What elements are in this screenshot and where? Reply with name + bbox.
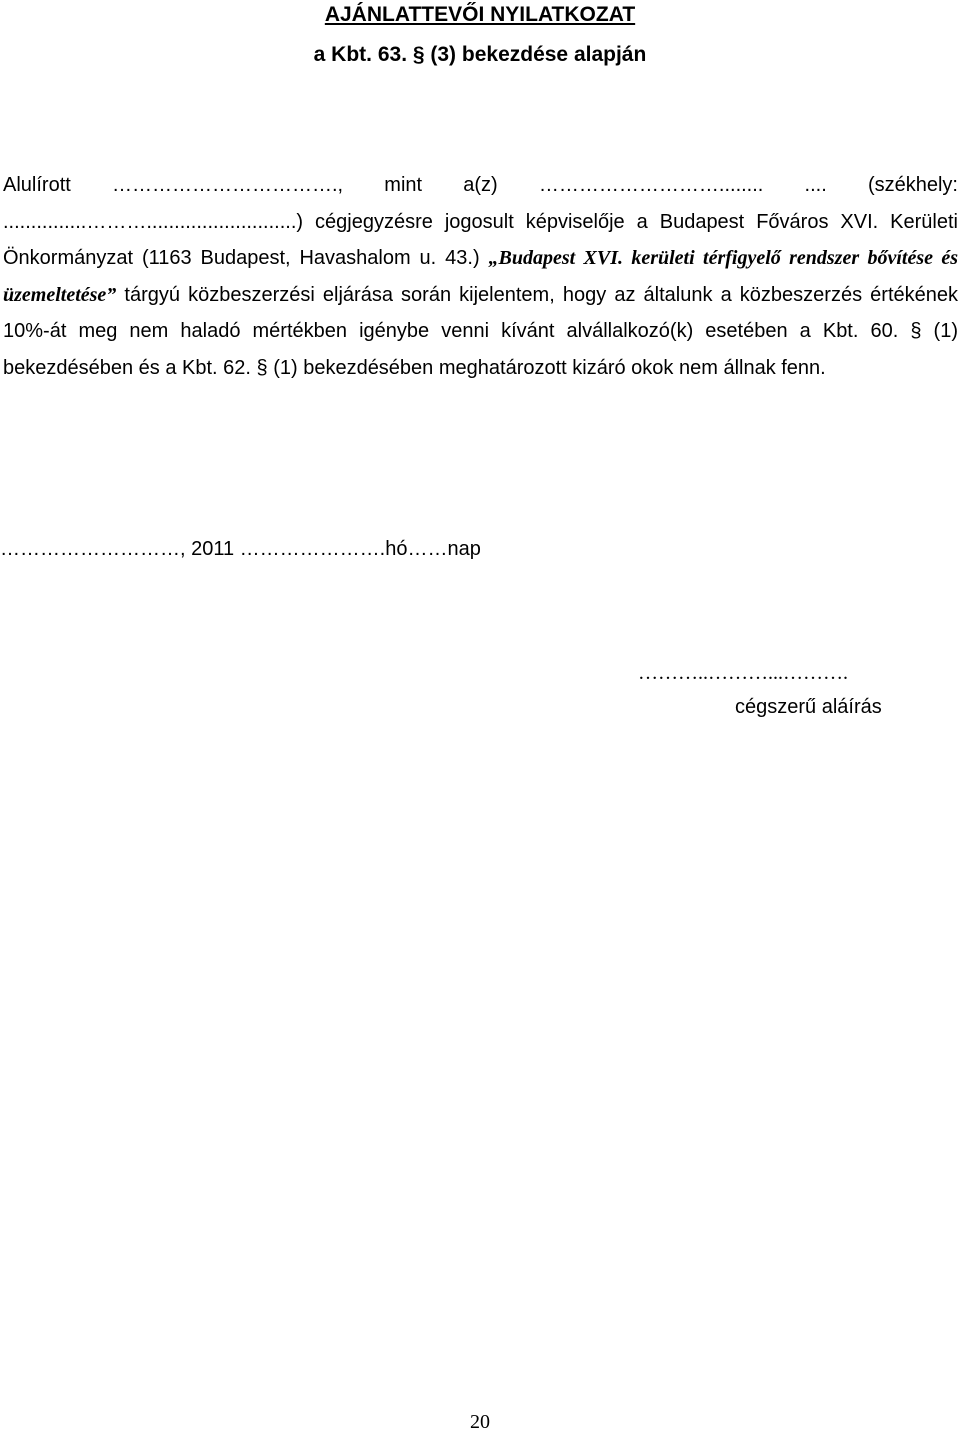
page-number: 20 — [470, 1411, 490, 1433]
signature-label: cégszerű aláírás — [735, 696, 882, 718]
declaration-paragraph — [3, 167, 958, 387]
project-name: „Budapest XVI. kerületi térfigyelő rendszer bővítése és üzemeltetése” — [3, 247, 958, 306]
signature-line: ………..………...………. — [638, 662, 848, 684]
declaration-intro: Alulírott ……………………………., mint a(z) ………………………........ .... (székhely: ...............………...........................) cégjegyzésre jogosult képviselője a Budapest Főváros XVI. Kerületi Önkormányzat (1163 Budapest, Havashalom u. 43.) — [3, 174, 958, 270]
document-title: AJÁNLATTEVŐI NYILATKOZAT — [324, 3, 636, 26]
date-line: ………………………, 2011 ………………….hó……nap — [0, 538, 481, 560]
declaration-statement: tárgyú közbeszerzési eljárása során kijelentem, hogy az általunk a közbeszerzés értékének 10%-át meg nem haladó mértékben igénybe venni kívánt alvállalkozó(k) esetében a Kbt. 60. § (1) bekezdésében és a Kbt. 62. § (1) bekezdésében meghatározott kizáró okok nem állnak fenn. — [3, 283, 958, 379]
document-subtitle: a Kbt. 63. § (3) bekezdése alapján — [313, 43, 647, 66]
